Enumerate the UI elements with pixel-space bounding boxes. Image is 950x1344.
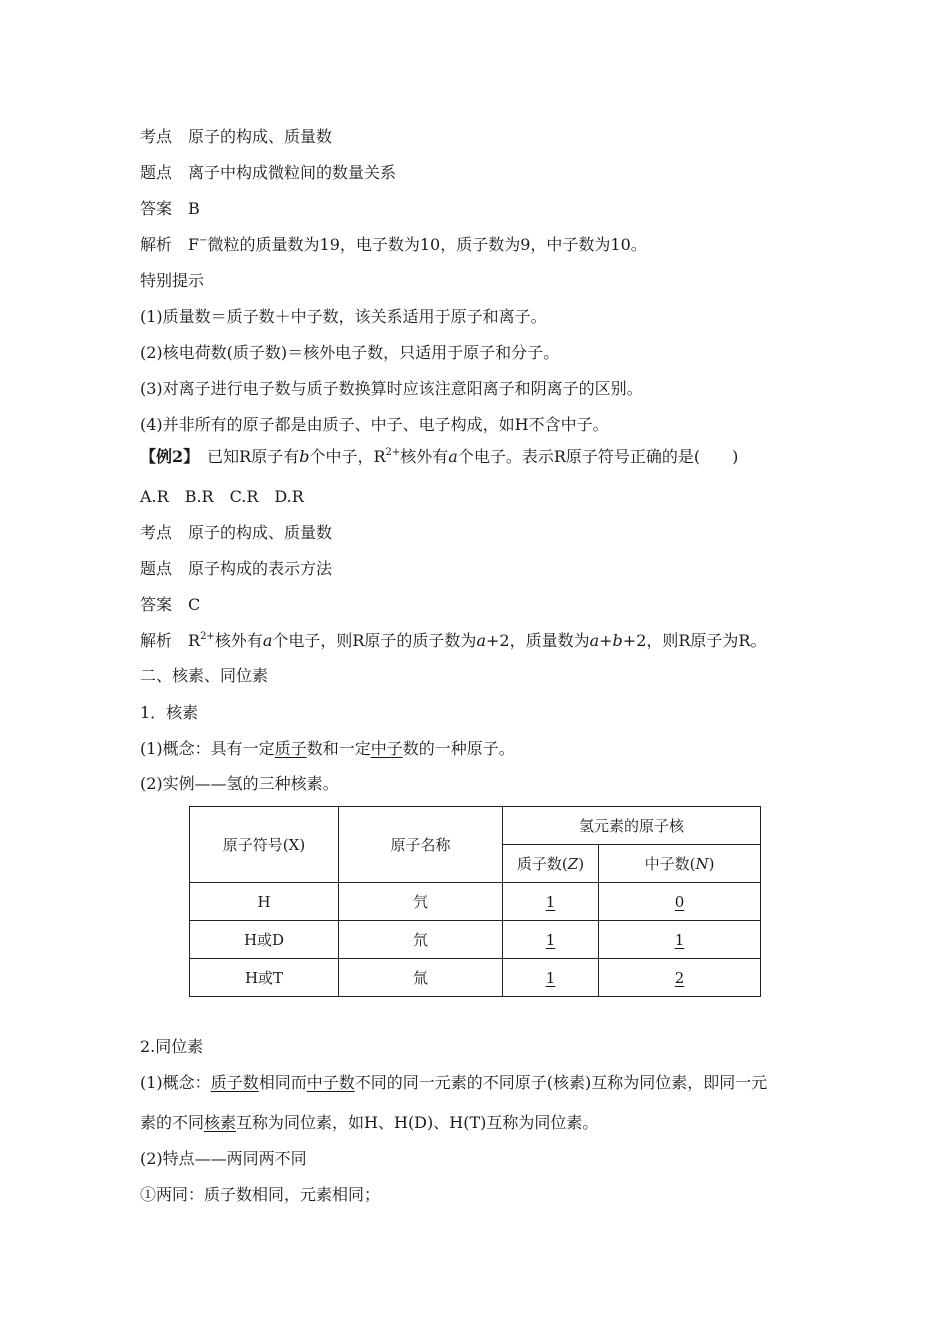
jiexi-label: 解析 xyxy=(140,235,173,254)
isotope-feature: (2)特点——两同两不同 xyxy=(140,1149,307,1168)
header-name: 原子名称 xyxy=(339,807,503,883)
var-b: b xyxy=(299,447,310,466)
kaodian-line-2 xyxy=(140,523,332,543)
n-value: 1 xyxy=(674,930,685,949)
blank-answer: 中子数 xyxy=(306,1073,355,1092)
header-nucleus: 氢元素的原子核 xyxy=(503,807,761,845)
nuclide-example: (2)实例——氢的三种核素。 xyxy=(140,774,339,793)
tidian-label: 题点 xyxy=(140,559,173,578)
cell-name: 氕 xyxy=(339,883,503,921)
tidian-label: 题点 xyxy=(140,163,173,182)
cell-name: 氘 xyxy=(339,921,503,959)
jiexi-text: +2，质量数为 xyxy=(485,631,590,650)
header-proton: 质子数(Z) xyxy=(503,845,599,883)
example-2-question xyxy=(140,447,738,467)
tidian-line-2 xyxy=(140,559,332,579)
z-value: 1 xyxy=(545,930,556,949)
jiexi-line-2 xyxy=(140,631,766,651)
cell-n xyxy=(599,921,761,959)
kaodian-label: 考点 xyxy=(140,523,173,542)
blank-answer: 核素 xyxy=(204,1113,237,1132)
kaodian-text: 原子的构成、质量数 xyxy=(188,127,333,146)
table-row xyxy=(190,883,761,921)
nuclide-concept xyxy=(140,739,515,759)
section-heading: 二、核素、同位素 xyxy=(140,666,269,685)
ion-symbol: R xyxy=(188,631,201,650)
var-b: b xyxy=(612,631,623,650)
question-text: 已知R原子有 xyxy=(207,447,300,466)
var-a: a xyxy=(589,631,600,650)
concept-text: 互称为同位素，如H、H(D)、H(T)互称为同位素。 xyxy=(236,1113,599,1132)
answer-label: 答案 xyxy=(140,595,173,614)
header-symbol: 原子符号(X) xyxy=(190,807,339,883)
tip-title: 特别提示 xyxy=(140,271,205,290)
z-value: 1 xyxy=(545,968,556,987)
var-a: a xyxy=(476,631,486,650)
kaodian-text: 原子的构成、质量数 xyxy=(188,523,333,542)
concept-text: 数和一定 xyxy=(306,739,371,758)
question-text: 个电子。表示R原子符号正确的是( ) xyxy=(457,447,739,466)
isotope-concept-line-1 xyxy=(140,1073,767,1093)
concept-text: (1)概念：具有一定 xyxy=(140,739,275,758)
jiexi-text: 核外有 xyxy=(214,631,263,650)
jiexi-text: +2，则R原子为R。 xyxy=(622,631,767,650)
hydrogen-nuclide-table xyxy=(189,806,761,997)
answer-value: B xyxy=(188,199,200,218)
question-text: 个中子，R xyxy=(309,447,386,466)
n-value: 2 xyxy=(674,968,685,987)
table-row xyxy=(190,921,761,959)
ion-charge: 2+ xyxy=(200,631,215,642)
answer-line-1 xyxy=(140,199,200,219)
isotope-point-1: ①两同：质子数相同，元素相同； xyxy=(140,1185,381,1204)
header-neutron: 中子数(N) xyxy=(599,845,761,883)
example-tag: 【例2】 xyxy=(140,447,200,466)
cell-symbol: H或T xyxy=(190,959,339,997)
subsection-nuclide: 1．核素 xyxy=(140,703,199,722)
answer-value: C xyxy=(188,595,201,614)
tidian-text: 原子构成的表示方法 xyxy=(188,559,333,578)
isotope-concept-line-2 xyxy=(140,1113,598,1133)
cell-n xyxy=(599,883,761,921)
cell-symbol: H或D xyxy=(190,921,339,959)
concept-text: 数的一种原子。 xyxy=(402,739,515,758)
concept-text: 相同而 xyxy=(258,1073,307,1092)
blank-answer: 中子 xyxy=(370,739,403,758)
jiexi-text: 个电子，则R原子的质子数为 xyxy=(272,631,477,650)
cell-z xyxy=(503,959,599,997)
tip-item: (3)对离子进行电子数与质子数换算时应该注意阳离子和阴离子的区别。 xyxy=(140,379,643,398)
cell-n xyxy=(599,959,761,997)
table-row xyxy=(190,959,761,997)
tidian-text: 离子中构成微粒间的数量关系 xyxy=(188,163,397,182)
jiexi-label: 解析 xyxy=(140,631,173,650)
n-value: 0 xyxy=(674,892,685,911)
answer-line-2 xyxy=(140,595,200,615)
cell-name: 氚 xyxy=(339,959,503,997)
blank-answer: 质子 xyxy=(274,739,307,758)
fluoride-charge: − xyxy=(199,235,208,246)
tip-item: (1)质量数＝质子数＋中子数，该关系适用于原子和离子。 xyxy=(140,307,547,326)
tip-item: (4)并非所有的原子都是由质子、中子、电子构成，如H不含中子。 xyxy=(140,415,609,434)
concept-text: (1)概念： xyxy=(140,1073,211,1092)
blank-answer: 质子数 xyxy=(210,1073,259,1092)
subsection-isotope: 2.同位素 xyxy=(140,1037,204,1056)
answer-label: 答案 xyxy=(140,199,173,218)
cell-z xyxy=(503,883,599,921)
concept-text: 素的不同 xyxy=(140,1113,205,1132)
jiexi-text: 微粒的质量数为19，电子数为10，质子数为9，中子数为10。 xyxy=(207,235,647,254)
concept-text: 不同的同一元素的不同原子(核素)互称为同位素，即同一元 xyxy=(354,1073,768,1092)
jiexi-text: + xyxy=(599,631,613,650)
tidian-line-1 xyxy=(140,163,396,183)
example-2-options: A.R B.R C.R D.R xyxy=(140,487,304,506)
z-value: 1 xyxy=(545,892,556,911)
jiexi-line-1 xyxy=(140,235,647,255)
var-a: a xyxy=(448,447,458,466)
kaodian-label: 考点 xyxy=(140,127,173,146)
tip-item: (2)核电荷数(质子数)＝核外电子数，只适用于原子和分子。 xyxy=(140,343,560,362)
cell-z xyxy=(503,921,599,959)
question-text: 核外有 xyxy=(400,447,449,466)
kaodian-line-1 xyxy=(140,127,332,147)
ion-charge: 2+ xyxy=(385,447,401,458)
var-a: a xyxy=(262,631,273,650)
cell-symbol: H xyxy=(190,883,339,921)
fluoride-symbol: F xyxy=(188,235,200,254)
